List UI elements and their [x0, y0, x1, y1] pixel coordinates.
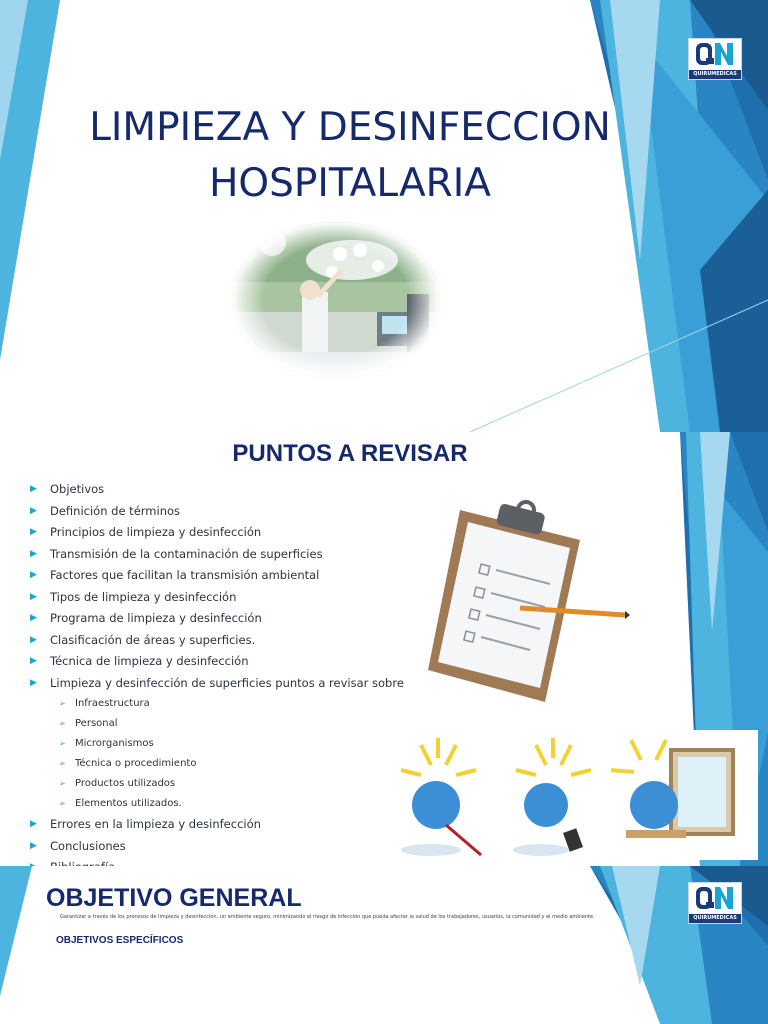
logo-text: QUIRUMEDICAS — [689, 914, 741, 923]
list-item: ▶ Tipos de limpieza y desinfección — [30, 589, 237, 604]
triangle-bullet-icon: ▶ — [30, 591, 37, 602]
list-item: ▶ Técnica de limpieza y desinfección — [30, 654, 249, 668]
triangle-bullet-icon: ▶ — [30, 656, 37, 666]
list-item: ▶ Definición de términos — [30, 503, 181, 518]
objective-text: Garantizar a través de los procesos de limpieza y desinfección, un ambiente seguro, minimizando el riesgo de infección que pueda afectar la salud de los trabajadores, usuarios, la comunidad y el medio ambiente. — [60, 914, 595, 920]
points-list — [30, 482, 420, 882]
list-item: ▶ Transmisión de la contaminación de superficies — [30, 546, 323, 561]
sub-list-item: ➢ Personal — [59, 718, 118, 729]
triangle-bullet-icon: ▶ — [30, 505, 37, 516]
slide-title-text — [80, 100, 620, 212]
triangle-bullet-icon: ▶ — [30, 484, 37, 494]
sub-list-item: ➢ Microrganismos — [59, 738, 154, 749]
list-item: ▶ Principios de limpieza y desinfección — [30, 525, 262, 539]
slide-points — [0, 432, 768, 866]
triangle-bullet-icon: ▶ — [30, 527, 37, 537]
list-item: ▶ Objetivos — [30, 482, 105, 496]
list-item: ▶ Factores que facilitan la transmisión ambiental — [30, 568, 320, 582]
logo-mark-icon — [695, 42, 735, 68]
triangle-bullet-icon: ▶ — [30, 819, 37, 829]
quirumedicas-logo — [688, 38, 742, 80]
sub-list-item: ➢ Productos utilizados — [59, 778, 176, 789]
list-item: ▶ Clasificación de áreas y superficies. — [30, 632, 256, 647]
slide-title — [0, 0, 768, 432]
operating-room-photo — [232, 222, 440, 378]
list-item: ▶ Conclusiones — [30, 838, 126, 853]
triangle-bullet-icon: ▶ — [30, 570, 37, 580]
slide-objective — [0, 866, 768, 1024]
chevron-bullet-icon: ➢ — [59, 719, 66, 728]
slide-title-text: PUNTOS A REVISAR — [232, 440, 468, 467]
list-item: ▶ Limpieza y desinfección de superficies puntos a revisar sobre — [30, 675, 404, 690]
sub-list-item: ➢ Técnica o procedimiento — [59, 758, 197, 769]
triangle-bullet-icon: ▶ — [30, 840, 37, 851]
triangle-bullet-icon: ▶ — [30, 613, 37, 623]
title-line-1: LIMPIEZA Y DESINFECCION — [89, 105, 611, 150]
clipboard-illustration — [420, 470, 630, 710]
triangle-bullet-icon: ▶ — [30, 677, 37, 688]
logo-mark-icon — [695, 886, 735, 912]
chevron-bullet-icon: ➢ — [59, 739, 66, 748]
list-item: ▶ Programa de limpieza y desinfección — [30, 611, 262, 625]
cleaning-cartoon-strip — [376, 730, 758, 860]
list-item: ▶ Errores en la limpieza y desinfección — [30, 817, 261, 831]
triangle-bullet-icon: ▶ — [30, 634, 37, 645]
triangle-bullet-icon: ▶ — [30, 548, 37, 559]
chevron-bullet-icon: ➢ — [59, 759, 66, 768]
chevron-bullet-icon: ➢ — [59, 699, 66, 708]
chevron-bullet-icon: ➢ — [59, 799, 66, 808]
slide-title-text: OBJETIVO GENERAL — [46, 884, 302, 912]
sub-list-item: ➢ Elementos utilizados. — [59, 798, 182, 809]
logo-text: QUIRUMEDICAS — [689, 70, 741, 79]
chevron-bullet-icon: ➢ — [59, 779, 66, 788]
title-line-2: HOSPITALARIA — [209, 161, 491, 206]
sub-list-item: ➢ Infraestructura — [59, 698, 150, 709]
specific-objectives-heading: OBJETIVOS ESPECÍFICOS — [56, 935, 184, 946]
